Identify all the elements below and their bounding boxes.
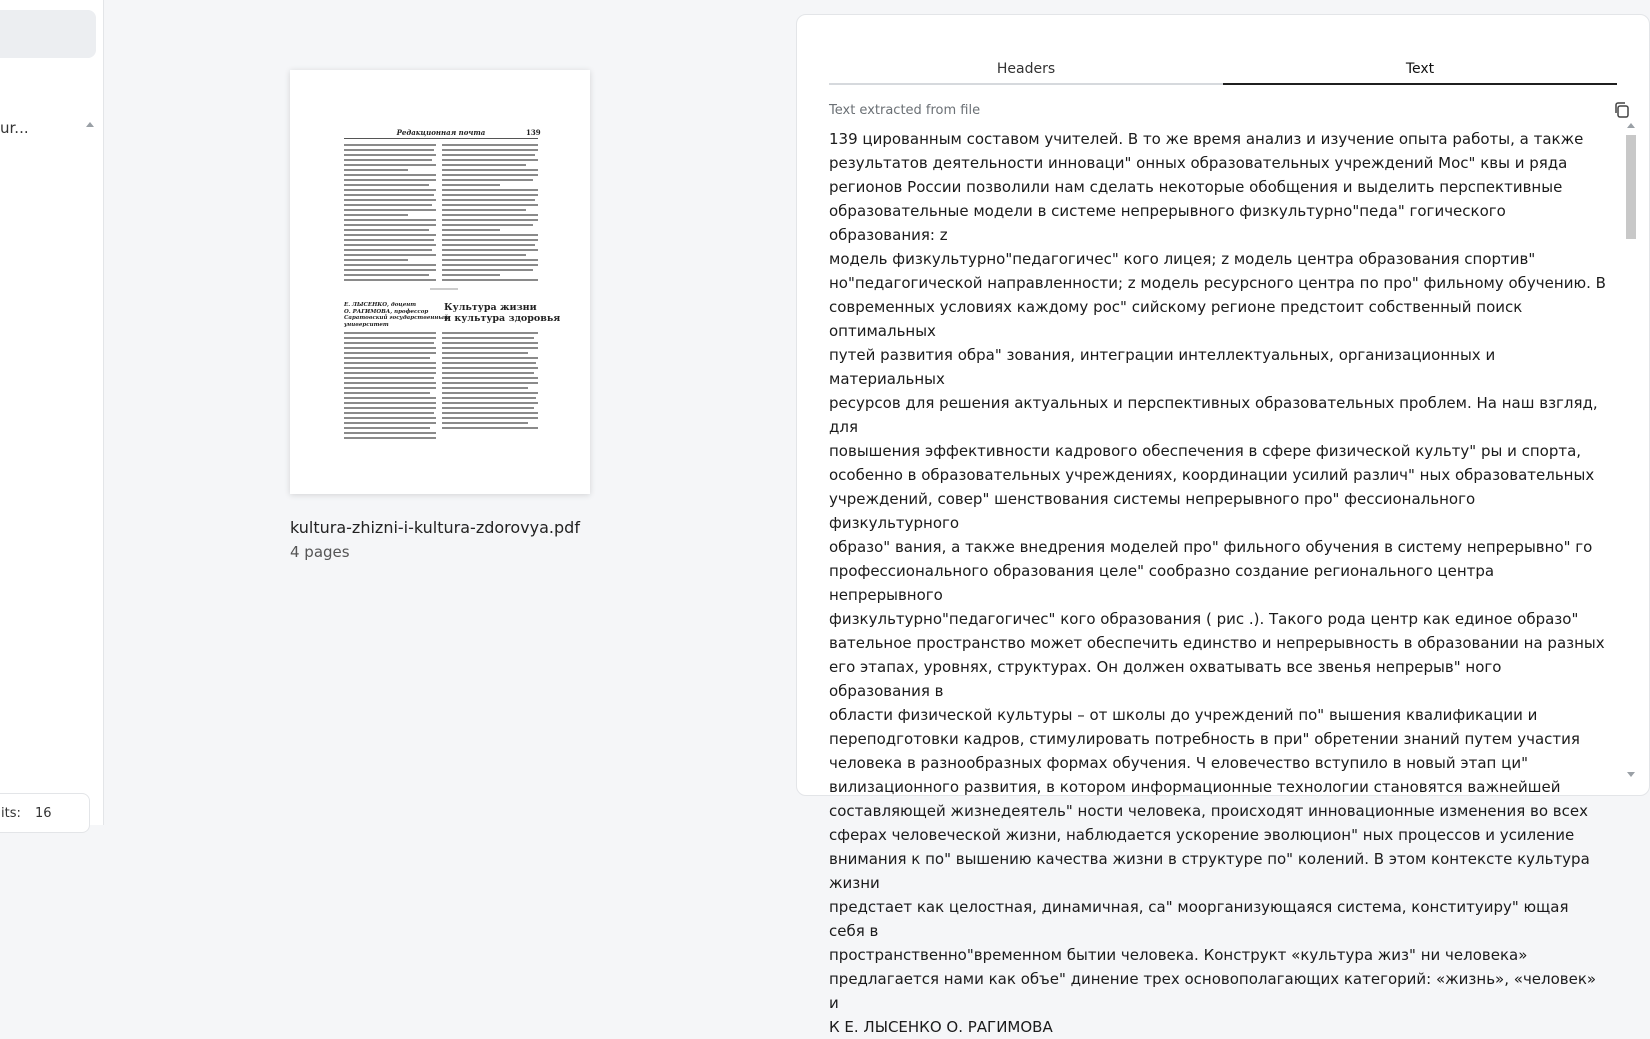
copy-icon[interactable] — [1613, 101, 1631, 119]
thumbnail-text-line — [344, 214, 408, 216]
thumbnail-text-line — [344, 264, 436, 266]
thumbnail-text-line — [442, 274, 500, 276]
text-line: 139 цированным составом учителей. В то же время анализ и изучение опыта работы, а также — [829, 130, 1584, 148]
file-page-count: 4 pages — [290, 543, 350, 561]
thumbnail-text-column — [344, 144, 436, 284]
thumbnail-text-line — [442, 412, 538, 414]
chevron-up-icon[interactable] — [86, 122, 94, 127]
thumbnail-text-line — [442, 372, 534, 374]
thumbnail-text-line — [344, 392, 430, 394]
thumbnail-text-line — [442, 417, 538, 419]
thumbnail-article-title: Культура жизни и культура здоровья — [444, 302, 561, 324]
scrollbar-thumb[interactable] — [1626, 135, 1636, 239]
thumbnail-text-line — [344, 154, 436, 156]
thumbnail-text-line — [442, 347, 538, 349]
thumbnail-text-line — [344, 412, 434, 414]
scroll-up-icon[interactable] — [1627, 123, 1635, 128]
thumbnail-text-line — [442, 422, 528, 424]
thumbnail-text-line — [442, 337, 534, 339]
text-line: области физической культуры – от школы до учреждений по" вышения квалификации и — [829, 706, 1538, 724]
thumbnail-page-number: 139 — [526, 128, 541, 137]
thumbnail-text-column — [442, 332, 538, 432]
thumbnail-text-line — [344, 387, 436, 389]
thumbnail-text-line — [442, 407, 534, 409]
thumbnail-text-line — [442, 279, 538, 281]
thumbnail-text-line — [442, 234, 538, 236]
panel-tabs — [829, 41, 1617, 85]
thumbnail-text-line — [442, 159, 538, 161]
thumbnail-separator — [430, 288, 458, 290]
text-line: современных условиях каждому рос" сийскому регионе предстоит собственный поиск оптимальных — [829, 298, 1523, 340]
thumbnail-text-line — [344, 244, 436, 246]
sidebar-footer-stat — [0, 793, 90, 833]
thumbnail-text-line — [344, 422, 436, 424]
text-line: внимания к по" вышению качества жизни в структуре по" колений. В этом контексте культура жизни — [829, 850, 1590, 892]
thumbnail-text-line — [344, 204, 432, 206]
thumbnail-text-line — [344, 259, 408, 261]
text-line: регионов России позволили нам сделать некоторые обобщения и выделить перспективные — [829, 178, 1563, 196]
thumbnail-text-line — [442, 367, 538, 369]
thumbnail-text-line — [344, 224, 436, 226]
thumbnail-text-line — [344, 229, 429, 231]
file-name[interactable]: kultura-zhizni-i-kultura-zdorovya.pdf — [290, 518, 580, 537]
thumbnail-text-line — [344, 239, 434, 241]
text-line: модель физкультурно"педагогичес" кого лицея; z модель центра образования спортив" — [829, 250, 1536, 268]
thumbnail-text-line — [442, 199, 535, 201]
extracted-text[interactable] — [829, 127, 1607, 1036]
thumbnail-text-line — [442, 184, 500, 186]
text-line: человека в разнообразных формах обучения. Ч еловечество вступило в новый этап ци" — [829, 754, 1528, 772]
thumbnail-text-line — [442, 204, 538, 206]
thumbnail-text-line — [344, 377, 434, 379]
text-line: результатов деятельности инноваци" онных образовательных учреждений Мос" квы и ряда — [829, 154, 1568, 172]
sidebar — [0, 0, 104, 825]
thumbnail-text-line — [442, 377, 538, 379]
thumbnail-text-line — [442, 352, 528, 354]
thumbnail-text-line — [344, 337, 436, 339]
thumbnail-text-line — [442, 392, 538, 394]
text-line: предлагается нами как объе" динение трех основополагающих категорий: «жизнь», «человек» и — [829, 970, 1597, 1012]
sidebar-item-label: ur... — [0, 119, 29, 137]
thumbnail-text-line — [344, 367, 436, 369]
thumbnail-text-line — [442, 154, 535, 156]
text-line: профессионального образования целе" сообразно создание регионального центра непрерывного — [829, 562, 1495, 604]
thumbnail-text-line — [344, 199, 436, 201]
thumbnail-text-line — [442, 254, 526, 256]
text-line: предстает как целостная, динамичная, са" моорганизующаяся система, конституиру" ющая себя в — [829, 898, 1569, 940]
thumbnail-text-line — [344, 144, 436, 146]
thumbnail-running-header: Редакционная почта — [344, 128, 538, 139]
text-line: повышения эффективности кадрового обеспечения в сфере физической культу" ры и спорта, — [829, 442, 1582, 460]
thumbnail-text-column — [344, 332, 436, 442]
thumbnail-text-line — [442, 239, 538, 241]
text-line: переподготовки кадров, стимулировать потребность в при" обретении знаний путем участия — [829, 730, 1580, 748]
thumbnail-text-line — [344, 234, 436, 236]
thumbnail-text-line — [442, 402, 538, 404]
thumbnail-text-line — [442, 427, 538, 429]
thumbnail-text-line — [344, 194, 434, 196]
text-line: сферах человеческой жизни, наблюдается ускорение эволюцион" ных процессов и усиление — [829, 826, 1575, 844]
text-line: учреждений, совер" шенствования системы непрерывного про" фессионального физкультурного — [829, 490, 1476, 532]
thumbnail-text-line — [442, 332, 538, 334]
thumbnail-text-line — [442, 189, 538, 191]
thumbnail-article-authors: Е. ЛЫСЕНКО, доцент О. РАГИМОВА, профессор Саратовский государственный университет — [344, 302, 448, 328]
thumbnail-text-line — [442, 342, 538, 344]
text-line: К Е. ЛЫСЕНКО О. РАГИМОВА — [829, 1018, 1053, 1036]
thumbnail-text-line — [442, 244, 535, 246]
sidebar-item-collapsible[interactable] — [0, 114, 96, 142]
thumbnail-text-line — [442, 209, 526, 211]
thumbnail-text-line — [442, 169, 538, 171]
thumbnail-text-line — [442, 382, 538, 384]
thumbnail-text-line — [344, 402, 436, 404]
text-line: ресурсов для решения актуальных и перспективных образовательных проблем. На наш взгляд, для — [829, 394, 1598, 436]
thumbnail-text-line — [344, 249, 432, 251]
thumbnail-text-line — [442, 264, 538, 266]
text-line: образовательные модели в системе непрерывного физкультурно"педа" гогического образования: z — [829, 202, 1506, 244]
thumbnail-text-line — [442, 164, 526, 166]
thumbnail-text-line — [344, 372, 436, 374]
text-line: его этапах, уровнях, структурах. Он должен охватывать все звенья непрерыв" ного образования в — [829, 658, 1502, 700]
sidebar-active-item[interactable] — [0, 10, 96, 58]
thumbnail-text-line — [344, 347, 436, 349]
text-line: вилизационного развития, в котором информационные технологии становятся важнейшей — [829, 778, 1561, 796]
thumbnail-text-line — [442, 194, 538, 196]
thumbnail-text-line — [344, 219, 436, 221]
text-line: особенно в образовательных учреждениях, координации усилий различ" ных образовательных — [829, 466, 1595, 484]
text-line: но"педагогической направленности; z модель ресурсного центра по про" фильному обучению. В — [829, 274, 1606, 292]
thumbnail-text-line — [344, 437, 436, 439]
thumbnail-text-line — [442, 387, 528, 389]
text-line: путей развития обра" зования, интеграции интеллектуальных, организационных и материальных — [829, 346, 1496, 388]
thumbnail-text-line — [344, 169, 408, 171]
thumbnail-text-line — [442, 179, 533, 181]
thumbnail-text-line — [344, 209, 436, 211]
thumbnail-text-line — [442, 249, 538, 251]
thumbnail-text-line — [344, 279, 436, 281]
thumbnail-text-line — [442, 259, 538, 261]
thumbnail-text-line — [344, 332, 436, 334]
text-scrollbar[interactable] — [1625, 121, 1637, 781]
thumbnail-text-line — [442, 174, 538, 176]
thumbnail-text-line — [344, 407, 436, 409]
section-label: Text extracted from file — [829, 103, 981, 118]
thumbnail-text-column — [442, 144, 538, 284]
thumbnail-text-line — [442, 214, 538, 216]
thumbnail-text-line — [344, 397, 436, 399]
scroll-down-icon[interactable] — [1627, 772, 1635, 777]
text-line: составляющей жизнедеятель" ности человека, происходят инновационные изменения во всех — [829, 802, 1588, 820]
thumbnail-text-line — [344, 189, 436, 191]
thumbnail-text-line — [344, 254, 436, 256]
thumbnail-text-line — [442, 219, 538, 221]
pdf-thumbnail[interactable] — [290, 70, 590, 494]
thumbnail-text-line — [442, 362, 536, 364]
thumbnail-text-line — [344, 179, 436, 181]
thumbnail-text-line — [344, 149, 434, 151]
thumbnail-text-line — [442, 229, 500, 231]
thumbnail-text-line — [344, 174, 436, 176]
thumbnail-text-line — [344, 417, 436, 419]
thumbnail-text-line — [442, 397, 536, 399]
thumbnail-text-line — [344, 382, 436, 384]
thumbnail-text-line — [344, 342, 434, 344]
thumbnail-text-line — [442, 144, 538, 146]
text-line: образо" вания, а также внедрения моделей про" фильного обучения в систему непрерывно" го — [829, 538, 1593, 556]
text-line: пространственно"временном бытии человека. Конструкт «культура жиз" ни человека» — [829, 946, 1528, 964]
thumbnail-text-line — [442, 269, 533, 271]
tab-headers[interactable]: Headers — [829, 41, 1223, 85]
text-line: физкультурно"педагогичес" кого образования ( рис .). Такого рода центр как единое образо" — [829, 610, 1579, 628]
thumbnail-text-line — [344, 352, 436, 354]
thumbnail-text-line — [344, 274, 429, 276]
tab-text[interactable]: Text — [1223, 41, 1617, 85]
thumbnail-text-line — [442, 149, 538, 151]
thumbnail-text-line — [344, 432, 436, 434]
thumbnail-text-line — [344, 164, 436, 166]
thumbnail-text-line — [344, 159, 432, 161]
thumbnail-text-line — [344, 184, 429, 186]
thumbnail-text-line — [344, 362, 436, 364]
thumbnail-text-line — [344, 269, 436, 271]
thumbnail-text-line — [344, 427, 430, 429]
file-details-panel — [796, 14, 1650, 1036]
text-line: вательное пространство может обеспечить единство и непрерывность в образовании на разных — [829, 634, 1605, 652]
thumbnail-text-line — [344, 357, 430, 359]
thumbnail-text-line — [442, 224, 533, 226]
stat-label: its: — [1, 806, 21, 821]
file-card[interactable] — [290, 70, 590, 561]
stat-value: 16 — [35, 806, 52, 821]
thumbnail-text-line — [442, 357, 538, 359]
